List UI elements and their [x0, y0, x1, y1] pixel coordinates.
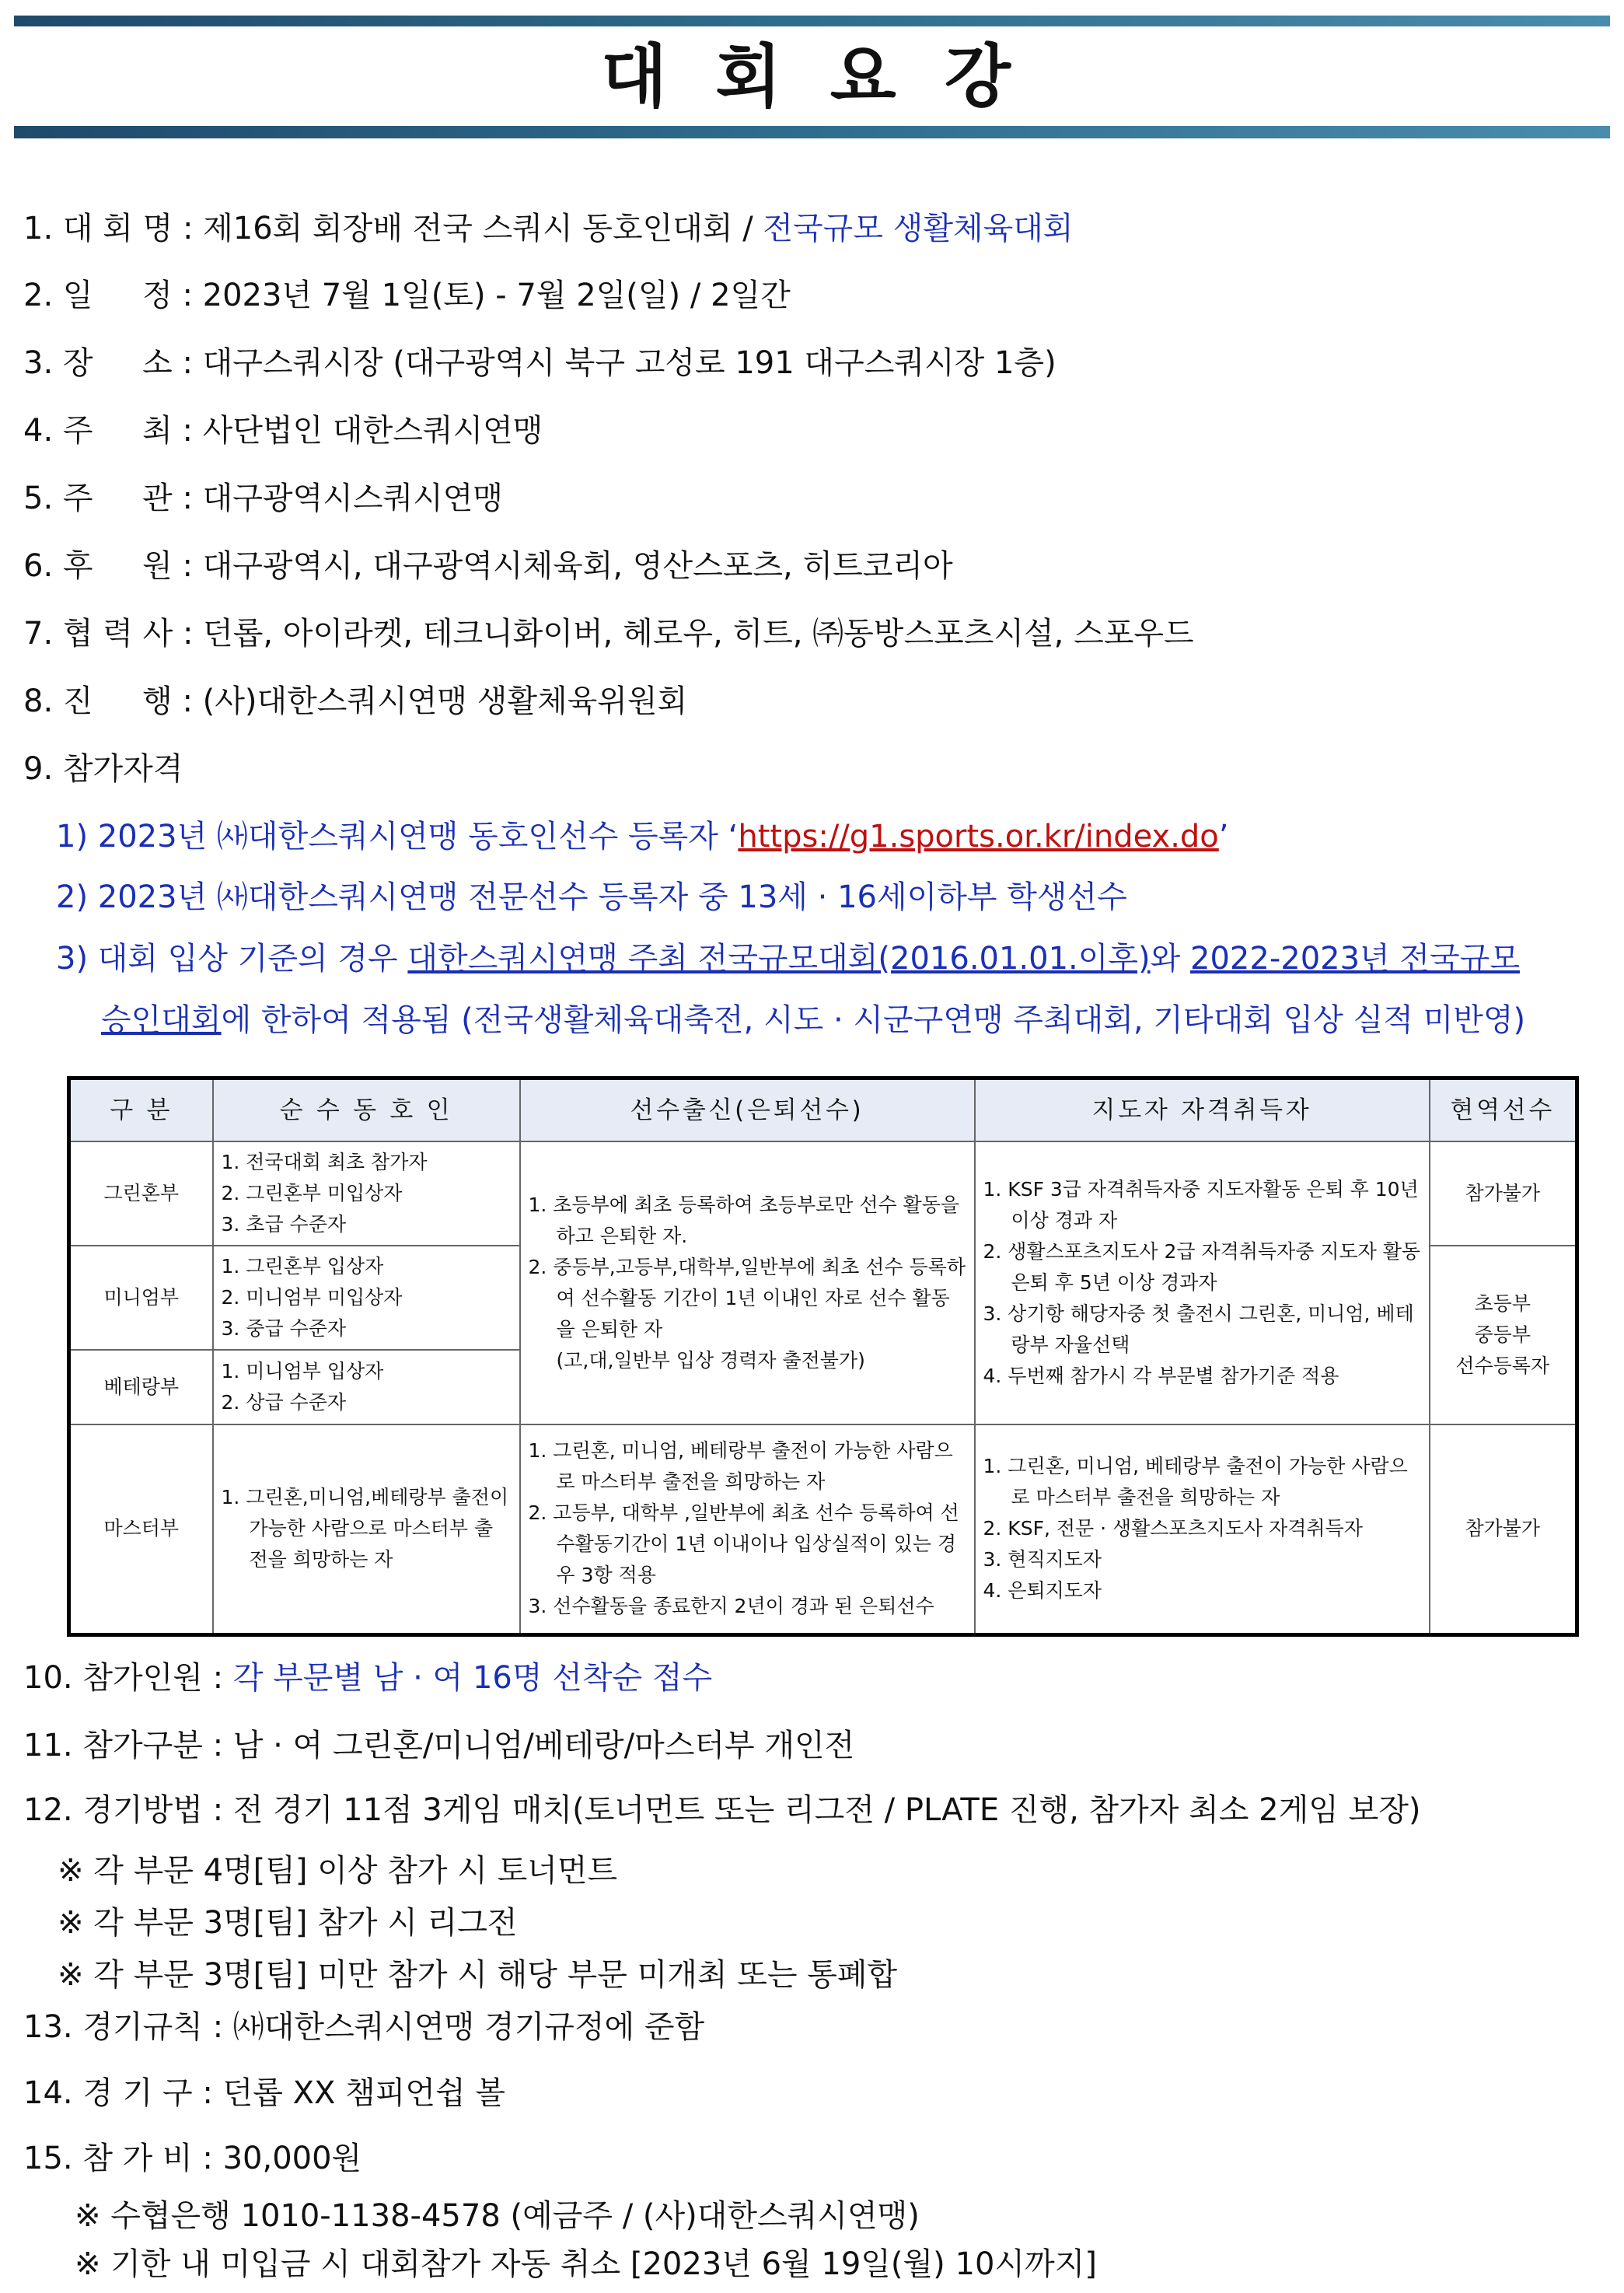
pure-greenhorn: 1. 전국대회 최초 참가자 2. 그린혼부 미입상자 3. 초급 수준자	[213, 1141, 520, 1246]
active-master: 참가불가	[1430, 1424, 1577, 1634]
item-12: 12. 경기방법 : 전 경기 11점 3게임 매치(토너먼트 또는 리그전 / PLATE 진행, 참가자 최소 2게임 보장)	[23, 1792, 1421, 1828]
eligibility-3: 3) 대회 입상 기준의 경우 대한스쿼시연맹 주최 전국규모대회(2016.01.01.이후)와 2022-2023년 전국규모	[56, 941, 1520, 977]
active-student: 초등부 중등부 선수등록자	[1430, 1246, 1577, 1424]
retired-master: 1. 그린혼, 미니엄, 베테랑부 출전이 가능한 사람으로 마스터부 출전을 희망하는 자 2. 고등부, 대학부 ,일반부에 최초 선수 등록하여 선수활동기간이 1년 이내이나 입상실적이 있는 경우 3항 적용 3. 선수활동을 종료한지 2년이 경과 된 은퇴선수	[520, 1424, 975, 1634]
header-division: 구 분	[69, 1078, 213, 1142]
item-13: 13. 경기규칙 : ㈔대한스쿼시연맹 경기규정에 준함	[23, 2009, 705, 2045]
item-3: 3. 장 소 : 대구스쿼시장 (대구광역시 북구 고성로 191 대구스쿼시장 1층)	[23, 345, 1056, 381]
pure-minium: 1. 그린혼부 입상자 2. 미니엄부 미입상자 3. 중급 수준자	[213, 1246, 520, 1350]
item-2: 2. 일 정 : 2023년 7월 1일(토) - 7월 2일(일) / 2일간	[23, 278, 791, 313]
item-5: 5. 주 관 : 대구광역시스쿼시연맹	[23, 481, 504, 516]
table-row	[69, 1424, 1577, 1634]
item-8: 8. 진 행 : (사)대한스쿼시연맹 생활체육위원회	[23, 683, 688, 719]
item-1: 1. 대 회 명 : 제16회 회장배 전국 스쿼시 동호인대회 / 전국규모 생활체육대회	[23, 211, 1074, 246]
active-greenhorn: 참가불가	[1430, 1141, 1577, 1246]
note-4: ※ 수협은행 1010-1138-4578 (예금주 / (사)대한스쿼시연맹)	[75, 2198, 920, 2234]
item-10: 10. 참가인원 : 각 부문별 남 · 여 16명 선착순 접수	[23, 1660, 713, 1696]
header-active: 현역선수	[1430, 1078, 1577, 1142]
item-14: 14. 경 기 구 : 던롭 XX 챔피언쉽 볼	[23, 2075, 506, 2111]
item-7: 7. 협 력 사 : 던롭, 아이라켓, 테크니화이버, 헤로우, 히트, ㈜동방스포츠시설, 스포우드	[23, 616, 1194, 652]
item-11: 11. 참가구분 : 남 · 여 그린혼/미니엄/베테랑/마스터부 개인전	[23, 1728, 855, 1763]
coach-master: 1. 그린혼, 미니엄, 베테랑부 출전이 가능한 사람으로 마스터부 출전을 희망하는 자 2. KSF, 전문 · 생활스포츠지도사 자격취득자 3. 현직지도자 4. 은퇴지도자	[975, 1424, 1430, 1634]
division-greenhorn: 그린혼부	[69, 1141, 213, 1246]
header-retired: 선수출신(은퇴선수)	[520, 1078, 975, 1142]
note-2: ※ 각 부문 3명[팀] 참가 시 리그전	[58, 1905, 518, 1941]
division-veteran: 베테랑부	[69, 1350, 213, 1424]
item-15: 15. 참 가 비 : 30,000원	[23, 2141, 362, 2176]
retired-lower: 1. 초등부에 최초 등록하여 초등부로만 선수 활동을 하고 은퇴한 자. 2. 중등부,고등부,대학부,일반부에 최초 선수 등록하여 선수활동 기간이 1년 이내인 자로 선수 활동을 은퇴한 자 (고,대,일반부 입상 경력자 출전불가)	[520, 1141, 975, 1424]
header-coach: 지도자 자격취득자	[975, 1078, 1430, 1142]
header-pure: 순 수 동 호 인	[213, 1078, 520, 1142]
eligibility-3-cont: 승인대회에 한하여 적용됨 (전국생활체육대축전, 시도 · 시군구연맹 주최대회, 기타대회 입상 실적 미반영)	[101, 1002, 1526, 1038]
table-header-row	[69, 1078, 1577, 1142]
registration-link[interactable]: https://g1.sports.or.kr/index.do	[738, 819, 1219, 855]
page-title: 대 회 요 강	[601, 37, 1023, 117]
note-1: ※ 각 부문 4명[팀] 이상 참가 시 토너먼트	[58, 1853, 618, 1889]
division-minium: 미니엄부	[69, 1246, 213, 1350]
pure-master: 1. 그린혼,미니엄,베테랑부 출전이 가능한 사람으로 마스터부 출전을 희망하는 자	[213, 1424, 520, 1634]
table-row	[69, 1141, 1577, 1246]
coach-lower: 1. KSF 3급 자격취득자중 지도자활동 은퇴 후 10년 이상 경과 자 2. 생활스포츠지도사 2급 자격취득자중 지도자 활동 은퇴 후 5년 이상 경과자 3. 상기항 해당자중 첫 출전시 그린혼, 미니엄, 베테랑부 자율선택 4. 두번째 참가시 각 부문별 참가기준 적용	[975, 1141, 1430, 1424]
item-4: 4. 주 최 : 사단법인 대한스쿼시연맹	[23, 413, 543, 449]
item-6: 6. 후 원 : 대구광역시, 대구광역시체육회, 영산스포츠, 히트코리아	[23, 548, 953, 584]
note-5: ※ 기한 내 미입금 시 대회참가 자동 취소 [2023년 6월 19일(월) 10시까지]	[75, 2246, 1097, 2282]
note-3: ※ 각 부문 3명[팀] 미만 참가 시 해당 부문 미개최 또는 통폐합	[58, 1957, 898, 1993]
eligibility-1: 1) 2023년 ㈔대한스쿼시연맹 동호인선수 등록자 ‘https://g1.sports.or.kr/index.do’	[56, 819, 1229, 855]
eligibility-2: 2) 2023년 ㈔대한스쿼시연맹 전문선수 등록자 중 13세 · 16세이하부 학생선수	[56, 879, 1127, 915]
division-master: 마스터부	[69, 1424, 213, 1634]
pure-veteran: 1. 미니엄부 입상자 2. 상급 수준자	[213, 1350, 520, 1424]
top-rule	[14, 16, 1610, 26]
item-9: 9. 참가자격	[23, 751, 183, 787]
bottom-rule	[14, 126, 1610, 138]
eligibility-table	[67, 1076, 1579, 1637]
